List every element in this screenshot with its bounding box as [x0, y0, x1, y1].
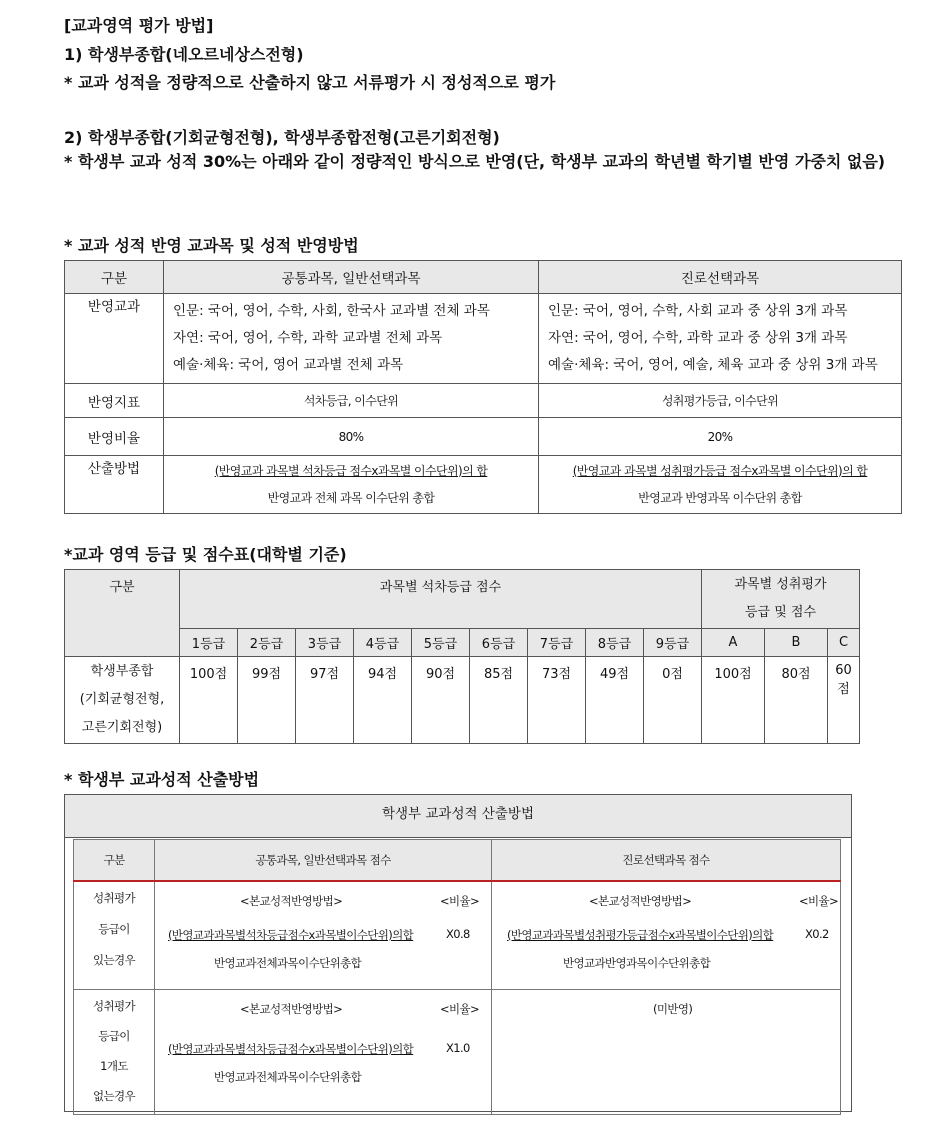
grade-9: 9등급: [644, 629, 702, 657]
ratio-value: X1.0: [446, 1041, 470, 1055]
table-row: [65, 418, 902, 456]
header-rank-score: 과목별 석차등급 점수: [180, 570, 702, 629]
formula-numerator: (반영교과과목별성취평가등급점수x과목별이수단위)의합: [507, 928, 774, 942]
header-achievement: [702, 570, 860, 629]
table-row: [65, 294, 902, 384]
row-label: [74, 990, 155, 1115]
grade-6: 6등급: [470, 629, 528, 657]
score-row: [65, 657, 860, 744]
formula-numerator: (반영교과과목별석차등급점수x과목별이수단위)의합: [168, 1042, 414, 1056]
grade-2: 2등급: [238, 629, 296, 657]
index-common: 석차등급, 이수단위: [164, 384, 539, 418]
row-label-line: 성취평가: [92, 999, 136, 1013]
row-label-line: 1개도: [100, 1059, 128, 1073]
grade-7: 7등급: [528, 629, 586, 657]
grade-b: B: [765, 629, 828, 657]
list-item: 예술·체육: 국어, 영어 교과별 전체 과목: [173, 357, 404, 373]
grade-3: 3등급: [296, 629, 354, 657]
header-achievement-line2: 등급 및 점수: [744, 605, 817, 620]
score-cell: 94점: [354, 657, 412, 744]
row-label-line: 고른기회전형): [81, 720, 163, 735]
section2-title: *교과 영역 등급 및 점수표(대학별 기준): [64, 545, 347, 564]
common-formula-cell: [155, 881, 492, 990]
header-category: 구분: [65, 570, 180, 657]
score-cell: 97점: [296, 657, 354, 744]
score-cell: 80점: [765, 657, 828, 744]
formula-denominator: 반영교과전체과목이수단위총합: [214, 956, 362, 970]
row-label-line: 있는경우: [92, 953, 136, 967]
table-row: [65, 456, 902, 514]
header-common-score: 공통과목, 일반선택과목 점수: [155, 840, 492, 882]
table-row: [74, 990, 841, 1115]
score-cell: 85점: [470, 657, 528, 744]
table-header-row: [74, 840, 841, 882]
header-category: 구분: [74, 840, 155, 882]
formula-denominator: 반영교과반영과목이수단위총합: [563, 956, 711, 970]
not-applied-label: (미반영): [653, 1002, 693, 1016]
career-not-applied-cell: [492, 990, 841, 1115]
ratio-label: <비율>: [799, 894, 839, 908]
list-item: 자연: 국어, 영어, 수학, 과학 교과별 전체 과목: [173, 330, 443, 346]
career-formula-cell: [492, 881, 841, 990]
ratio-value: X0.2: [805, 927, 829, 941]
formula-denominator: 반영교과전체과목이수단위총합: [214, 1070, 362, 1084]
table-header-row: [65, 261, 902, 294]
ratio-career: 20%: [539, 418, 902, 456]
score-cell: 49점: [586, 657, 644, 744]
formula-denominator: 반영교과 전체 과목 이수단위 총합: [267, 490, 435, 505]
row-label: [74, 881, 155, 990]
header-category: 구분: [65, 261, 164, 294]
item2-title: 2) 학생부종합(기회균형전형), 학생부종합전형(고른기회전형): [64, 128, 500, 147]
row-label: [65, 657, 180, 744]
page-heading: [교과영역 평가 방법]: [64, 16, 214, 35]
grade-c: C: [828, 629, 860, 657]
row-label-line: 등급이: [98, 1029, 130, 1043]
item1-note: * 교과 성적을 정량적으로 산출하지 않고 서류평가 시 정성적으로 평가: [64, 73, 556, 92]
table-header-row: [65, 570, 860, 629]
list-item: 인문: 국어, 영어, 수학, 사회 교과 중 상위 3개 과목: [548, 303, 848, 319]
row-label-line: 등급이: [98, 922, 130, 936]
score-cell: 60점: [828, 657, 860, 744]
subjects-career: [539, 294, 902, 384]
index-career: 성취평가등급, 이수단위: [539, 384, 902, 418]
calculation-table: [73, 839, 841, 1115]
score-cell: 99점: [238, 657, 296, 744]
reflection-method-table: [64, 260, 902, 514]
score-cell: 100점: [180, 657, 238, 744]
row-label-line: (기회균형전형,: [79, 692, 165, 707]
ratio-label: <비율>: [440, 894, 480, 908]
row-label-line: 성취평가: [92, 891, 136, 905]
method-career: [539, 456, 902, 514]
header-career-score: 진로선택과목 점수: [492, 840, 841, 882]
formula-numerator: (반영교과 과목별 석차등급 점수x과목별 이수단위)의 합: [214, 463, 488, 478]
method-label: <본교성적반영방법>: [589, 894, 692, 908]
grade-5: 5등급: [412, 629, 470, 657]
row-label-subjects: 반영교과: [65, 294, 164, 384]
common-formula-cell: [155, 990, 492, 1115]
row-label-line: 학생부종합: [90, 664, 154, 679]
item1-title: 1) 학생부종합(네오르네상스전형): [64, 45, 304, 64]
header-career: 진로선택과목: [539, 261, 902, 294]
item2-note: * 학생부 교과 성적 30%는 아래와 같이 정량적인 방식으로 반영(단, 학생부 교과의 학년별 학기별 반영 가중치 없음): [64, 152, 886, 171]
table-row: [74, 881, 841, 990]
grade-row: [65, 629, 860, 657]
method-common: [164, 456, 539, 514]
method-label: <본교성적반영방법>: [240, 894, 343, 908]
grade-4: 4등급: [354, 629, 412, 657]
table-row: [65, 384, 902, 418]
header-common: 공통과목, 일반선택과목: [164, 261, 539, 294]
row-label-line: 없는경우: [92, 1089, 136, 1103]
list-item: 자연: 국어, 영어, 수학, 과학 교과 중 상위 3개 과목: [548, 330, 848, 346]
calculation-box-title: 학생부 교과성적 산출방법: [65, 795, 851, 838]
grade-8: 8등급: [586, 629, 644, 657]
section1-title: * 교과 성적 반영 교과목 및 성적 반영방법: [64, 236, 359, 255]
header-achievement-line1: 과목별 성취평가: [734, 577, 827, 592]
score-cell: 0점: [644, 657, 702, 744]
ratio-value: X0.8: [446, 927, 470, 941]
score-cell: 90점: [412, 657, 470, 744]
score-cell: 73점: [528, 657, 586, 744]
formula-denominator: 반영교과 반영과목 이수단위 총합: [638, 490, 802, 505]
formula-numerator: (반영교과 과목별 성취평가등급 점수x과목별 이수단위)의 합: [572, 463, 868, 478]
ratio-label: <비율>: [440, 1002, 480, 1016]
score-cell: 100점: [702, 657, 765, 744]
row-label-ratio: 반영비율: [65, 418, 164, 456]
grade-1: 1등급: [180, 629, 238, 657]
method-label: <본교성적반영방법>: [240, 1002, 343, 1016]
list-item: 예술·체육: 국어, 영어, 예술, 체육 교과 중 상위 3개 과목: [548, 357, 878, 373]
ratio-common: 80%: [164, 418, 539, 456]
calculation-box: [64, 794, 852, 1112]
row-label-index: 반영지표: [65, 384, 164, 418]
subjects-common: [164, 294, 539, 384]
row-label-method: 산출방법: [65, 456, 164, 514]
section3-title: * 학생부 교과성적 산출방법: [64, 770, 260, 789]
list-item: 인문: 국어, 영어, 수학, 사회, 한국사 교과별 전체 과목: [173, 303, 490, 319]
grade-a: A: [702, 629, 765, 657]
grade-score-table: [64, 569, 860, 744]
formula-numerator: (반영교과과목별석차등급점수x과목별이수단위)의합: [168, 928, 414, 942]
